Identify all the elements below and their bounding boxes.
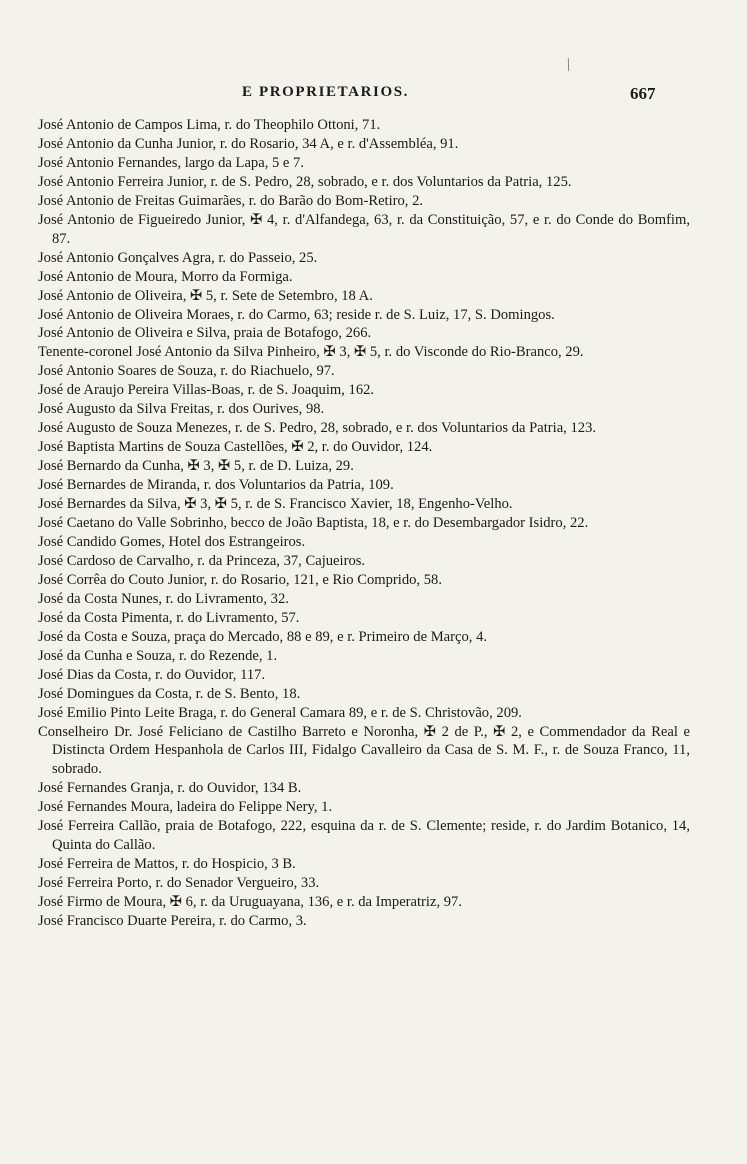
directory-entry: José Fernandes Moura, ladeira do Felippe Nery, 1.: [38, 799, 333, 816]
directory-entry: José Augusto da Silva Freitas, r. dos Ourives, 98.: [38, 401, 325, 418]
directory-entry: José Bernardo da Cunha, ✠ 3, ✠ 5, r. de D. Luiza, 29.: [38, 458, 354, 475]
directory-entry: José Corrêa do Couto Junior, r. do Rosario, 121, e Rio Comprido, 58.: [38, 571, 442, 588]
directory-entry: José Antonio Gonçalves Agra, r. do Passeio, 25.: [38, 249, 318, 266]
directory-entry: José de Araujo Pereira Villas-Boas, r. de S. Joaquim, 162.: [38, 382, 375, 399]
page-header: [0, 84, 747, 108]
directory-entry: José Antonio Ferreira Junior, r. de S. Pedro, 28, sobrado, e r. dos Voluntarios da Patria, 125.: [38, 173, 572, 190]
directory-entry: José Antonio de Oliveira Moraes, r. do Carmo, 63; reside r. de S. Luiz, 17, S. Domingos.: [38, 306, 555, 323]
directory-entry: José Firmo de Moura, ✠ 6, r. da Uruguayana, 136, e r. da Imperatriz, 97.: [38, 894, 462, 911]
directory-entry: José da Costa Pimenta, r. do Livramento, 57.: [38, 609, 300, 626]
directory-entry: José Domingues da Costa, r. de S. Bento, 18.: [38, 685, 301, 702]
directory-entry: José Ferreira de Mattos, r. do Hospicio, 3 B.: [38, 856, 296, 873]
page-title: E PROPRIETARIOS.: [242, 84, 410, 100]
directory-entry: José Caetano do Valle Sobrinho, becco de João Baptista, 18, e r. do Desembargador Isidro, 22.: [38, 515, 589, 532]
directory-entry: José Candido Gomes, Hotel dos Estrangeiros.: [38, 533, 306, 550]
directory-entry: José Ferreira Porto, r. do Senador Vergueiro, 33.: [38, 875, 320, 892]
directory-entry: José Ferreira Callão, praia de Botafogo, 222, esquina da r. de S. Clemente; reside, r. do Jardim Botanico, 14, Quinta do Callão.: [38, 818, 690, 854]
directory-entry: José Antonio de Figueiredo Junior, ✠ 4, r. d'Alfandega, 63, r. da Constituição, 57, e r. do Conde do Bomfim, 87.: [38, 211, 690, 247]
ink-speck: ╱: [563, 59, 575, 72]
directory-entry: José Francisco Duarte Pereira, r. do Carmo, 3.: [38, 913, 307, 930]
directory-entry: José Bernardes de Miranda, r. dos Voluntarios da Patria, 109.: [38, 477, 394, 494]
directory-list: [38, 116, 690, 931]
directory-entry: José Fernandes Granja, r. do Ouvidor, 134 B.: [38, 780, 302, 797]
directory-entry: José Antonio de Oliveira, ✠ 5, r. Sete de Setembro, 18 A.: [38, 287, 373, 304]
directory-entry: José Baptista Martins de Souza Castellões, ✠ 2, r. do Ouvidor, 124.: [38, 439, 433, 456]
directory-entry: José Dias da Costa, r. do Ouvidor, 117.: [38, 666, 266, 683]
directory-entry: José Antonio Soares de Souza, r. do Riachuelo, 97.: [38, 363, 335, 380]
page-number: 667: [630, 84, 656, 103]
directory-entry: José Antonio de Oliveira e Silva, praia de Botafogo, 266.: [38, 325, 372, 342]
directory-entry: José da Costa e Souza, praça do Mercado, 88 e 89, e r. Primeiro de Março, 4.: [38, 628, 488, 645]
directory-entry: José Bernardes da Silva, ✠ 3, ✠ 5, r. de S. Francisco Xavier, 18, Engenho-Velho.: [38, 496, 513, 513]
directory-entry: José da Cunha e Souza, r. do Rezende, 1.: [38, 647, 278, 664]
directory-entry: José Augusto de Souza Menezes, r. de S. Pedro, 28, sobrado, e r. dos Voluntarios da Patria, 123.: [38, 420, 597, 437]
directory-entry: José da Costa Nunes, r. do Livramento, 32.: [38, 590, 289, 607]
directory-entry: José Antonio de Freitas Guimarães, r. do Barão do Bom-Retiro, 2.: [38, 192, 424, 209]
directory-entry: José Antonio Fernandes, largo da Lapa, 5 e 7.: [38, 154, 305, 171]
directory-entry: José Antonio de Moura, Morro da Formiga.: [38, 268, 293, 285]
directory-entry: Conselheiro Dr. José Feliciano de Castilho Barreto e Noronha, ✠ 2 de P., ✠ 2, e Commendador da Real e Distincta Ordem Hespanhola de Carlos III, Fidalgo Cavalleiro da Casa de S. M. F., r. de Souza Franco, 11, sobrado.: [38, 723, 690, 778]
directory-entry: José Emilio Pinto Leite Braga, r. do General Camara 89, e r. de S. Christovão, 209.: [38, 704, 522, 721]
directory-entry: José Cardoso de Carvalho, r. da Princeza, 37, Cajueiros.: [38, 552, 366, 569]
directory-entry: José Antonio da Cunha Junior, r. do Rosario, 34 A, e r. d'Assembléa, 91.: [38, 135, 459, 152]
directory-entry: Tenente-coronel José Antonio da Silva Pinheiro, ✠ 3, ✠ 5, r. do Visconde do Rio-Branco, 29.: [38, 344, 584, 361]
directory-entry: José Antonio de Campos Lima, r. do Theophilo Ottoni, 71.: [38, 117, 381, 133]
